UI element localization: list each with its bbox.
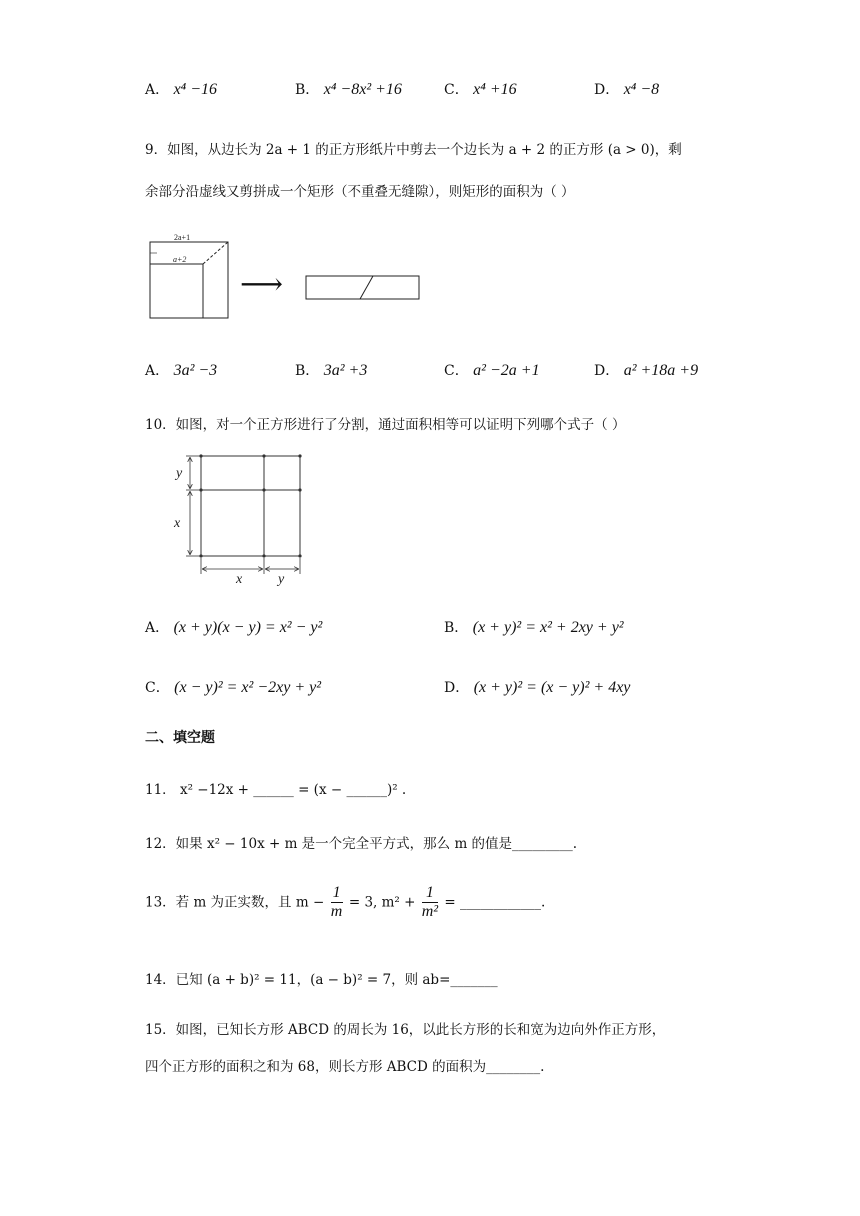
- q10-figure: [172, 452, 317, 587]
- q10-option-c: [145, 677, 321, 697]
- q11-text: 11． x² −12x + ______ = (x − ______)² .: [145, 782, 407, 798]
- option-expr: (x + y)² = x² + 2xy + y²: [472, 619, 624, 636]
- option-expr: x⁴ −8x² +16: [323, 81, 402, 98]
- fraction-denominator: m: [330, 903, 343, 920]
- option-expr: (x − y)² = x² −2xy + y²: [174, 679, 322, 696]
- option-letter: A．: [145, 620, 170, 636]
- option-expr: a² −2a +1: [473, 362, 540, 379]
- option-expr: 3a² +3: [323, 362, 368, 379]
- q13-fraction-1: [331, 884, 343, 921]
- option-expr: (x + y)² = (x − y)² + 4xy: [473, 679, 631, 696]
- option-letter: B．: [444, 620, 469, 636]
- q9-option-b: [295, 360, 367, 380]
- q13-suffix: = ____________.: [444, 894, 546, 911]
- q9-text-line2: 余部分沿虚线又剪拼成一个矩形（不重叠无缝隙），则矩形的面积为（ ）: [145, 184, 575, 200]
- q8-option-d: [594, 79, 659, 99]
- option-expr: 3a² −3: [173, 362, 218, 379]
- option-letter: B．: [295, 82, 320, 98]
- q13-prefix: 13．若 m 为正实数，且 m −: [145, 894, 325, 911]
- q14-text: 14．已知 (a + b)² = 11，(a − b)² = 7，则 ab=_______: [145, 972, 498, 988]
- q15-text-line2: 四个正方形的面积之和为 68，则长方形 ABCD 的面积为________.: [145, 1059, 545, 1075]
- option-expr: x⁴ −8: [623, 81, 660, 98]
- q9-figure-square: [145, 230, 235, 320]
- option-letter: A．: [145, 363, 170, 379]
- q10-text: 10．如图，对一个正方形进行了分割，通过面积相等可以证明下列哪个式子（ ）: [145, 417, 626, 433]
- fraction-numerator: 1: [422, 884, 438, 903]
- q9-fig-outer-label: 2a+1: [174, 233, 191, 242]
- option-expr: x⁴ −16: [173, 81, 218, 98]
- q12-text: 12．如果 x² − 10x + m 是一个完全平方式，那么 m 的值是_________.: [145, 836, 578, 852]
- q10-label-y-bottom: y: [278, 572, 285, 587]
- q9-fig-inner-label: a+2: [173, 255, 187, 264]
- q10-label-x-left: x: [174, 516, 181, 531]
- q10-label-x-bottom: x: [236, 572, 243, 587]
- q13-text: [145, 884, 545, 921]
- q9-option-c: [444, 360, 540, 380]
- q9-option-d: [594, 360, 698, 380]
- option-expr: a² +18a +9: [623, 362, 699, 379]
- q9-option-a: [145, 360, 217, 380]
- q10-option-b: [444, 617, 624, 637]
- q10-label-y-left: y: [176, 466, 183, 481]
- section-heading: 二、填空题: [145, 730, 215, 746]
- q13-fraction-2: [422, 884, 438, 921]
- fraction-denominator: m²: [421, 903, 439, 920]
- option-letter: D．: [444, 680, 470, 696]
- fraction-numerator: 1: [332, 884, 341, 901]
- option-letter: C．: [444, 82, 469, 98]
- q8-option-c: [444, 79, 517, 99]
- option-letter: C．: [145, 680, 170, 696]
- arrow-right-icon: ⟶: [240, 267, 284, 302]
- q9-text-line1: 9．如图，从边长为 2a + 1 的正方形纸片中剪去一个边长为 a + 2 的正方形 (a > 0)，剩: [145, 142, 682, 158]
- q8-option-b: [295, 79, 402, 99]
- option-expr: x⁴ +16: [473, 81, 517, 98]
- q10-option-d: [444, 677, 630, 697]
- option-letter: C．: [444, 363, 469, 379]
- option-expr: (x + y)(x − y) = x² − y²: [173, 619, 323, 636]
- option-letter: D．: [594, 82, 620, 98]
- q9-figure-rectangle: [305, 275, 425, 305]
- q13-middle: = 3, m² +: [348, 894, 416, 911]
- option-letter: D．: [594, 363, 620, 379]
- q15-text-line1: 15．如图，已知长方形 ABCD 的周长为 16，以此长方形的长和宽为边向外作正方形，: [145, 1022, 666, 1038]
- option-letter: B．: [295, 363, 320, 379]
- option-letter: A．: [145, 82, 170, 98]
- q8-option-a: [145, 79, 217, 99]
- q10-option-a: [145, 617, 322, 637]
